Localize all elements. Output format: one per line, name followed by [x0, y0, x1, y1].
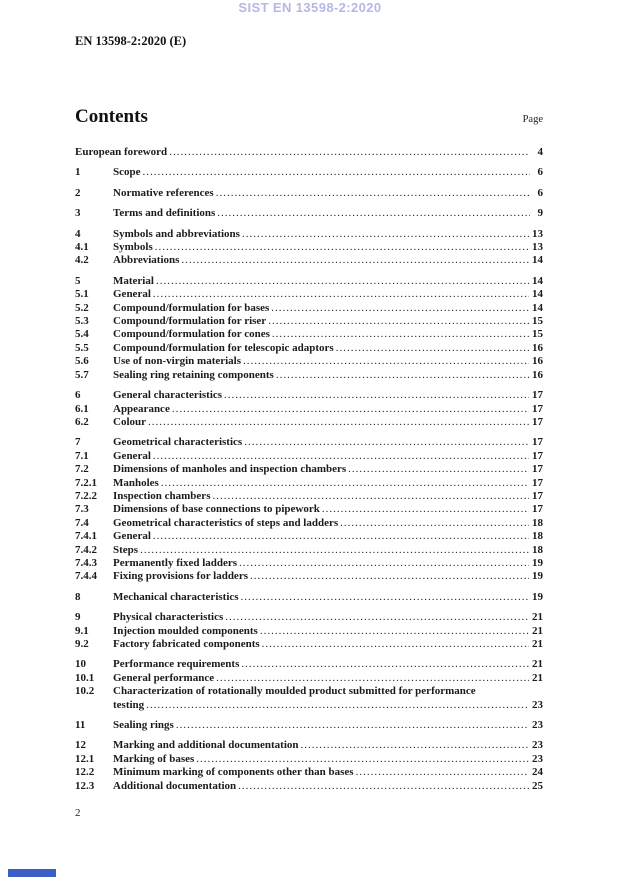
toc-entry-number: 9.2 — [75, 638, 89, 650]
toc-entry — [75, 591, 543, 604]
toc-entry-title: General — [113, 288, 151, 301]
toc-leader-dots — [244, 436, 529, 449]
toc-entry-page: 4 — [537, 146, 543, 158]
toc-entry-page: 17 — [532, 436, 543, 449]
toc-leader-dots — [217, 207, 530, 220]
toc-entry-title: Physical characteristics — [113, 611, 224, 624]
toc-entry-number: 12.3 — [75, 779, 95, 792]
toc-leader-dots — [243, 355, 529, 368]
toc-entry-number: 7.2.2 — [75, 489, 97, 502]
toc-entry-number: 9.1 — [75, 624, 89, 637]
toc-entry-title: Sealing ring retaining components — [113, 368, 274, 381]
toc-entry-title: Fixing provisions for ladders — [113, 570, 248, 583]
toc-entry-page: 18 — [532, 543, 543, 556]
toc-entry-page: 19 — [532, 556, 543, 569]
toc-leader-dots — [268, 315, 529, 328]
toc-entry — [75, 369, 543, 382]
toc-entry-number: 7.4.2 — [75, 543, 97, 556]
toc-entry-page: 13 — [532, 241, 543, 254]
toc-entry-number: 12 — [75, 739, 86, 752]
toc-entry — [75, 241, 543, 254]
toc-entry-number: 4.2 — [75, 254, 89, 267]
toc-leader-dots — [301, 739, 529, 752]
toc-entry-number: 5.6 — [75, 355, 89, 368]
toc-leader-dots — [172, 403, 529, 416]
toc-entry-title: General performance — [113, 671, 215, 684]
toc-entry-number: 1 — [75, 166, 81, 179]
toc-entry-title: Compound/formulation for riser — [113, 315, 267, 328]
toc-entry-page: 23 — [532, 739, 543, 752]
toc-leader-dots — [153, 450, 529, 463]
toc-entry-page: 23 — [532, 752, 543, 765]
toc-entry — [75, 638, 543, 651]
toc-entry-page: 23 — [532, 698, 543, 711]
toc-entry — [75, 315, 543, 328]
toc-leader-dots — [241, 658, 529, 671]
toc-entry-title: Use of non-virgin materials — [113, 355, 242, 368]
toc-entry-page: 17 — [532, 489, 543, 502]
toc-entry — [75, 463, 543, 476]
toc-entry — [75, 699, 543, 712]
toc-leader-dots — [238, 780, 529, 793]
toc-entry-page: 15 — [532, 315, 543, 328]
toc-leader-dots — [336, 342, 529, 355]
toc-entry-number: 10.2 — [75, 685, 95, 698]
toc-entry-number: 6.1 — [75, 402, 89, 415]
toc-entry-number: 7.2 — [75, 463, 89, 476]
toc-entry-page: 16 — [532, 341, 543, 354]
toc-entry-title: Compound/formulation for bases — [113, 301, 270, 314]
toc-entry-number: 6 — [75, 389, 81, 402]
toc-entry — [75, 753, 543, 766]
toc-entry-number: 7.4 — [75, 516, 89, 529]
toc-entry-title: Dimensions of base connections to pipework — [113, 503, 320, 516]
toc-leader-dots — [143, 166, 531, 179]
toc-entry-page: 17 — [532, 463, 543, 476]
toc-entry — [75, 288, 543, 301]
toc-entry — [75, 625, 543, 638]
toc-entry-page: 23 — [532, 719, 543, 732]
toc-entry — [75, 544, 543, 557]
toc-entry-title: Appearance — [113, 402, 170, 415]
toc-entry-number: 10.1 — [75, 671, 95, 684]
toc-entry-number: 7.3 — [75, 503, 89, 516]
toc-entry-title: European foreword — [75, 146, 168, 158]
toc-entry — [75, 739, 543, 752]
toc-entry-number: 9 — [75, 611, 81, 624]
toc-entry-number: 2 — [75, 186, 81, 199]
toc-leader-dots — [340, 517, 529, 530]
toc-entry-title: Marking of bases — [113, 752, 195, 765]
toc-entry-title: Dimensions of manholes and inspection chambers — [113, 463, 347, 476]
toc-entry-page: 17 — [532, 503, 543, 516]
toc-leader-dots — [225, 611, 529, 624]
toc-entry-title: Geometrical characteristics of steps and ladders — [113, 516, 339, 529]
toc-leader-dots — [250, 570, 529, 583]
toc-entry-number: 10 — [75, 658, 86, 671]
toc-entry — [75, 685, 543, 698]
contents-header — [75, 106, 543, 128]
toc-leader-dots — [242, 228, 529, 241]
toc-entry-number: 5.3 — [75, 315, 89, 328]
toc-entry-title: Compound/formulation for cones — [113, 328, 270, 341]
toc-entry-number: 5.2 — [75, 301, 89, 314]
toc-entry — [75, 254, 543, 267]
toc-entry — [75, 355, 543, 368]
toc-entry-page: 14 — [532, 288, 543, 301]
toc-entry-title: Marking and additional documentation — [113, 739, 299, 752]
toc-entry-page: 21 — [532, 671, 543, 684]
toc-leader-dots — [348, 463, 529, 476]
toc-entry-number: 5.7 — [75, 368, 89, 381]
toc-leader-dots — [153, 288, 529, 301]
toc-entry — [75, 389, 543, 402]
toc-entry — [75, 766, 543, 779]
toc-entry-title: Steps — [113, 543, 139, 556]
toc-entry-page: 17 — [532, 476, 543, 489]
toc-leader-dots — [216, 187, 530, 200]
toc-entry-page: 21 — [532, 611, 543, 624]
toc-leader-dots — [322, 503, 529, 516]
toc-entry-page: 21 — [532, 658, 543, 671]
toc-leader-dots — [271, 302, 529, 315]
toc-entry — [75, 166, 543, 179]
toc-entry-number: 7.4.3 — [75, 556, 97, 569]
toc-entry-title: Compound/formulation for telescopic adaptors — [113, 341, 334, 354]
toc-leader-dots — [239, 557, 529, 570]
toc-entry-title: Normative references — [113, 186, 214, 199]
toc-entry-page: 14 — [532, 274, 543, 287]
toc-entry-title: Symbols and abbreviations — [113, 227, 240, 240]
toc-leader-dots — [276, 369, 529, 382]
toc-entry-number: 8 — [75, 590, 81, 603]
toc-entry-page: 21 — [532, 638, 543, 650]
toc-entry — [75, 530, 543, 543]
toc-entry-page: 18 — [532, 530, 543, 543]
toc-leader-dots — [224, 389, 529, 402]
toc-entry — [75, 207, 543, 220]
toc-entry-page: 14 — [532, 254, 543, 267]
toc-entry-page: 19 — [532, 570, 543, 583]
page-column-label: Page — [522, 114, 543, 125]
toc-entry — [75, 228, 543, 241]
toc-list — [75, 146, 543, 793]
toc-entry-number: 5.5 — [75, 341, 89, 354]
toc-entry — [75, 302, 543, 315]
toc-entry-number: 5.1 — [75, 288, 89, 301]
toc-entry-title: Permanently fixed ladders — [113, 556, 238, 569]
toc-entry-title: Colour — [113, 415, 146, 428]
toc-entry-page: 13 — [532, 227, 543, 240]
toc-entry-title: Scope — [113, 166, 141, 179]
toc-entry-number: 12.2 — [75, 766, 95, 779]
toc-leader-dots — [148, 416, 529, 429]
toc-entry — [75, 658, 543, 671]
toc-entry-page: 18 — [532, 516, 543, 529]
toc-entry-title: General — [113, 530, 151, 543]
toc-entry-title: Manholes — [113, 476, 159, 489]
toc-entry-title: Geometrical characteristics — [113, 436, 243, 449]
toc-entry-page: 14 — [532, 301, 543, 314]
toc-entry-title: Minimum marking of components other than bases — [113, 766, 354, 779]
toc-leader-dots — [196, 753, 529, 766]
toc-entry-page: 19 — [532, 590, 543, 603]
toc-leader-dots — [153, 530, 529, 543]
toc-entry-title: Characterization of rotationally moulded product submitted for performance — [113, 685, 476, 698]
toc-entry — [75, 342, 543, 355]
toc-entry-number: 7.4.1 — [75, 530, 97, 543]
toc-entry — [75, 275, 543, 288]
toc-entry-page: 6 — [537, 166, 543, 179]
toc-entry-page: 17 — [532, 389, 543, 402]
toc-leader-dots — [262, 638, 529, 651]
toc-entry-page: 24 — [532, 766, 543, 779]
toc-entry-title: Abbreviations — [113, 254, 180, 267]
toc-entry-page: 6 — [537, 186, 543, 199]
toc-leader-dots — [156, 275, 529, 288]
toc-entry-title: testing — [113, 698, 145, 711]
toc-entry — [75, 490, 543, 503]
toc-entry-title: Sealing rings — [113, 719, 174, 732]
toc-entry-page: 16 — [532, 368, 543, 381]
toc-leader-dots — [176, 719, 529, 732]
toc-entry-page: 15 — [532, 328, 543, 341]
toc-entry — [75, 146, 543, 159]
toc-entry — [75, 503, 543, 516]
toc-entry-title: Terms and definitions — [113, 207, 216, 220]
toc-entry-title: Performance requirements — [113, 658, 240, 671]
toc-entry-title: Additional documentation — [113, 779, 237, 792]
toc-entry-number: 7.1 — [75, 449, 89, 462]
toc-entry-number: 7.2.1 — [75, 476, 97, 489]
toc-entry-page: 17 — [532, 402, 543, 415]
toc-entry-number: 6.2 — [75, 415, 89, 428]
toc-leader-dots — [212, 490, 529, 503]
toc-entry — [75, 450, 543, 463]
toc-entry — [75, 328, 543, 341]
toc-leader-dots — [260, 625, 529, 638]
toc-entry — [75, 403, 543, 416]
toc-entry-page: 9 — [537, 207, 543, 220]
toc-entry — [75, 719, 543, 732]
toc-entry-number: 7 — [75, 436, 81, 449]
toc-entry-title: Material — [113, 274, 154, 287]
toc-entry-title: Factory fabricated components — [113, 638, 260, 650]
toc-entry — [75, 187, 543, 200]
toc-entry-number: 11 — [75, 719, 86, 732]
sist-accent-bar — [8, 869, 56, 877]
toc-entry-page: 16 — [532, 355, 543, 368]
contents-title: Contents — [75, 106, 148, 127]
toc-entry — [75, 477, 543, 490]
toc-leader-dots — [216, 672, 529, 685]
toc-entry-number: 5 — [75, 274, 81, 287]
toc-entry — [75, 611, 543, 624]
toc-entry — [75, 570, 543, 583]
toc-entry-number: 3 — [75, 207, 81, 220]
toc-leader-dots — [161, 477, 529, 490]
toc-entry — [75, 517, 543, 530]
toc-leader-dots — [241, 591, 529, 604]
toc-leader-dots — [169, 146, 530, 159]
toc-entry — [75, 416, 543, 429]
toc-entry-title: Symbols — [113, 241, 153, 254]
toc-entry-number: 7.4.4 — [75, 570, 97, 583]
toc-leader-dots — [356, 766, 529, 779]
toc-leader-dots — [146, 699, 529, 712]
toc-entry-title: Inspection chambers — [113, 489, 211, 502]
toc-entry-title: General — [113, 449, 151, 462]
toc-entry-page: 21 — [532, 624, 543, 637]
toc-entry-page: 25 — [532, 779, 543, 792]
toc-leader-dots — [140, 544, 529, 557]
toc-entry-number: 5.4 — [75, 328, 89, 341]
toc-leader-dots — [272, 328, 529, 341]
toc-entry-title: Mechanical characteristics — [113, 590, 239, 603]
toc-entry-number: 12.1 — [75, 752, 95, 765]
toc-entry-number: 4 — [75, 227, 81, 240]
document-reference: EN 13598-2:2020 (E) — [75, 34, 187, 48]
toc-entry-title: Injection moulded components — [113, 624, 258, 637]
toc-entry-page: 17 — [532, 415, 543, 428]
watermark-text: SIST EN 13598-2:2020 — [238, 0, 382, 15]
toc-leader-dots — [181, 254, 529, 267]
toc-entry-number: 4.1 — [75, 241, 89, 254]
toc-entry — [75, 436, 543, 449]
toc-entry-title: General characteristics — [113, 389, 223, 402]
toc-entry-page: 17 — [532, 449, 543, 462]
toc-leader-dots — [155, 241, 529, 254]
page-number: 2 — [75, 807, 81, 819]
toc-entry — [75, 780, 543, 793]
toc-entry — [75, 672, 543, 685]
toc-entry — [75, 557, 543, 570]
